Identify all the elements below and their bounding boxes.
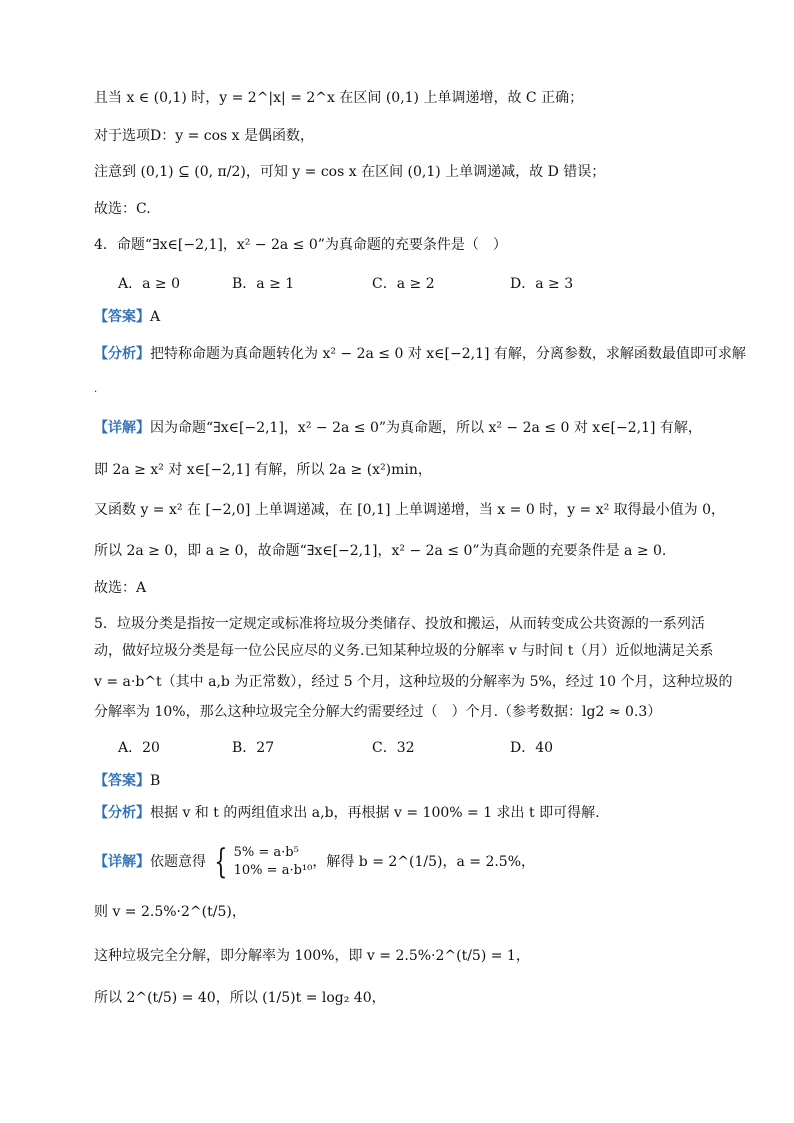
q4-detail-1 <box>94 418 702 438</box>
q4-detail-4: 所以 2a ≥ 0，即 a ≥ 0，故命题“∃x∈[−2,1]，x² − 2a ≤ 0”为真命题的充要条件是 a ≥ 0. <box>94 543 667 559</box>
q5-detail-2: 则 v = 2.5%·2^(t/5)， <box>94 904 246 920</box>
q4-option-d: D．a ≥ 3 <box>510 276 574 292</box>
q5-option-a: A．20 <box>118 740 160 756</box>
solution-line-d-intro: 对于选项D：y = cos x 是偶函数， <box>94 128 315 144</box>
answer-tag: 【答案】 <box>94 309 150 325</box>
answer-tag: 【答案】 <box>94 773 150 789</box>
analysis-text: 根据 v 和 t 的两组值求出 a,b，再根据 v = 100% = 1 求出 t 即可得解. <box>150 805 600 821</box>
question-5-stem-1: 5．垃圾分类是指按一定规定或标准将垃圾分类储存、投放和搬运，从而转变成公共资源的一系列活 <box>94 616 705 632</box>
q4-select: 故选：A <box>94 580 147 596</box>
q5-answer <box>94 771 160 791</box>
detail-text: 依题意得 <box>150 854 206 870</box>
solution-line-d: 注意到 (0,1) ⊆ (0, π/2)，可知 y = cos x 在区间 (0,1) 上单调递减，故 D 错误； <box>94 164 606 180</box>
analysis-text: 把特称命题为真命题转化为 x² − 2a ≤ 0 对 x∈[−2,1] 有解，分离参数，求解函数最值即可求解 <box>150 346 746 362</box>
question-5-stem-3: v = a·b^t（其中 a,b 为正常数），经过 5 个月，这种垃圾的分解率为 5%，经过 10 个月，这种垃圾的 <box>94 674 733 690</box>
q5-option-c: C．32 <box>372 740 415 756</box>
answer-value: B <box>150 773 161 789</box>
question-5-stem-4: 分解率为 10%，那么这种垃圾完全分解大约需要经过（ ）个月.（参考数据：lg2 ≈ 0.3） <box>94 704 662 720</box>
q5-detail-1 <box>94 842 535 882</box>
solution-choice: 故选：C. <box>94 201 151 217</box>
q4-answer <box>94 307 160 327</box>
detail-tag: 【详解】 <box>94 854 150 870</box>
equation-system-brace: { <box>214 842 228 882</box>
equation-system <box>234 844 313 880</box>
detail-text: 因为命题“∃x∈[−2,1]，x² − 2a ≤ 0”为真命题，所以 x² − 2a ≤ 0 对 x∈[−2,1] 有解， <box>150 420 702 436</box>
equation-1: 5% = a·b⁵ <box>233 845 299 860</box>
q4-option-a: A．a ≥ 0 <box>118 276 180 292</box>
question-5-stem-2: 动，做好垃圾分类是每一位公民应尽的义务.已知某种垃圾的分解率 v 与时间 t（月）近似地满足关系 <box>94 643 714 659</box>
q5-option-b: B．27 <box>232 740 275 756</box>
q4-detail-2: 即 2a ≥ x² 对 x∈[−2,1] 有解，所以 2a ≥ (x²)min， <box>94 462 432 478</box>
answer-value: A <box>150 309 161 325</box>
q4-analysis-end: . <box>94 384 98 395</box>
question-5-options <box>0 737 794 757</box>
q5-detail-3: 这种垃圾完全分解，即分解率为 100%，即 v = 2.5%·2^(t/5) = 1， <box>94 948 530 964</box>
question-4-stem: 4．命题“∃x∈[−2,1]，x² − 2a ≤ 0”为真命题的充要条件是（ ） <box>94 237 507 253</box>
q5-option-d: D．40 <box>510 740 554 756</box>
q4-option-b: B．a ≥ 1 <box>232 276 295 292</box>
q4-analysis <box>94 344 746 364</box>
analysis-tag: 【分析】 <box>94 346 150 362</box>
question-4-options <box>0 273 794 293</box>
q4-detail-3: 又函数 y = x² 在 [−2,0] 上单调递减，在 [0,1] 上单调递增，当 x = 0 时，y = x² 取得最小值为 0， <box>94 502 726 518</box>
q5-analysis <box>94 803 600 823</box>
solution-line-c: 且当 x ∈ (0,1) 时，y = 2^|x| = 2^x 在区间 (0,1) 上单调递增，故 C 正确； <box>94 90 584 106</box>
detail-solution: ，解得 b = 2^(1/5)，a = 2.5%， <box>312 854 536 870</box>
q4-option-c: C．a ≥ 2 <box>372 276 435 292</box>
detail-tag: 【详解】 <box>94 420 150 436</box>
equation-2: 10% = a·b¹⁰ <box>233 863 313 878</box>
q5-detail-4: 所以 2^(t/5) = 40，所以 (1/5)t = log₂ 40， <box>94 990 386 1006</box>
analysis-tag: 【分析】 <box>94 805 150 821</box>
